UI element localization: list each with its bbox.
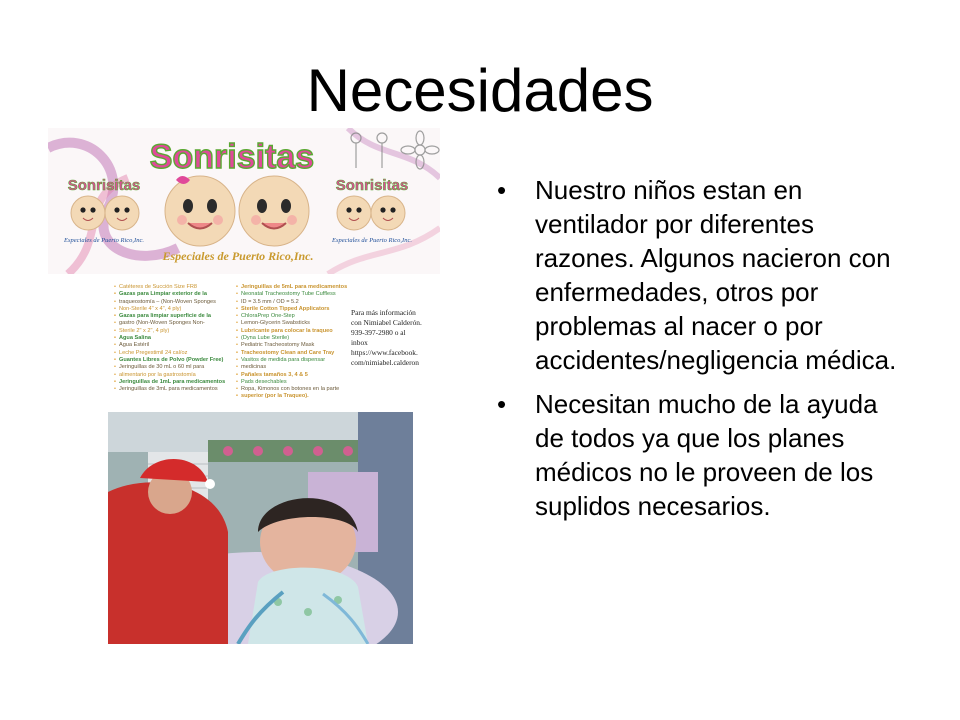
logo-brand-main: Sonrisitas — [149, 138, 315, 176]
supply-item — [236, 364, 347, 371]
supply-bullet-icon: • — [114, 349, 116, 356]
logo-tagline-main: Especiales de Puerto Rico,Inc. — [162, 249, 314, 263]
supply-bullet-icon: • — [114, 320, 116, 327]
supply-item — [114, 364, 225, 371]
supply-bullet-icon: • — [236, 320, 238, 327]
supply-item — [114, 313, 225, 320]
supply-item — [114, 357, 225, 364]
supply-item-text: traqueostomía – (Non-Woven Sponges — [118, 298, 216, 305]
supply-item-text: Gazas para Limpiar exterior de la — [118, 291, 207, 298]
supply-item-text: Neonatal Tracheostomy Tube Cuffless — [240, 291, 336, 298]
supply-item — [236, 372, 347, 379]
bullet-item — [497, 173, 897, 377]
supply-bullet-icon: • — [114, 356, 116, 363]
slide-title: Necesidades — [306, 57, 654, 124]
supply-bullet-icon: • — [114, 327, 116, 334]
supply-bullet-icon: • — [114, 313, 116, 320]
supply-bullet-icon: • — [236, 284, 238, 290]
supply-item — [236, 328, 347, 335]
supply-bullet-icon: • — [236, 371, 238, 378]
supply-item-text: Pediatric Tracheostomy Mask — [240, 342, 315, 349]
supply-item — [114, 379, 225, 386]
supply-bullet-icon: • — [236, 393, 238, 400]
supply-bullet-icon: • — [114, 284, 116, 290]
supply-list-right — [236, 284, 347, 401]
supply-item-text: Leche Pregestimil 24 cal/oz — [118, 349, 188, 356]
supply-item-text: superior (por la Traqueo). — [240, 393, 309, 400]
supply-item-text: Jeringuillas de 30 mL o 60 ml para — [118, 364, 205, 371]
supply-item-text: Lemon-Glycerin Swabsticks — [240, 320, 310, 327]
supply-item-text: Catéteres de Succión Size FR8 — [118, 284, 198, 290]
supply-bullet-icon: • — [236, 349, 238, 356]
supply-item-text: Guantes Libres de Polvo (Powder Free) — [118, 356, 224, 363]
supply-bullet-icon: • — [236, 327, 238, 334]
logo-brand-left: Sonrisitas — [67, 177, 141, 194]
supply-item — [236, 299, 347, 306]
supply-item-text: (Dyna Lube Sterile) — [240, 335, 290, 342]
contact-line: con Nimiabel Calderón. — [351, 318, 422, 327]
photo-illustration — [108, 412, 413, 644]
supply-item — [114, 386, 225, 393]
supply-item — [114, 372, 225, 379]
bullet-icon: • — [497, 389, 507, 419]
contact-line: Para más información — [351, 308, 416, 317]
supply-item — [114, 342, 225, 349]
supply-item-text: alimentario por la gastrostomía — [118, 371, 196, 378]
contact-line: inbox — [351, 338, 368, 347]
supply-item — [114, 306, 225, 313]
contact-line: https://www.facebook. — [351, 348, 418, 357]
supply-bullet-icon: • — [114, 342, 116, 349]
supply-item-text: Pañales tamaños 3, 4 & 5 — [240, 371, 308, 378]
contact-info — [351, 308, 422, 368]
supply-item — [236, 386, 347, 393]
supply-item — [236, 357, 347, 364]
photo-child-with-caregiver — [108, 412, 413, 644]
supply-item-text: ChloraPrep One-Step — [240, 313, 295, 320]
bullet-text: Necesitan mucho de la ayuda de todos ya que los planes médicos no le proveen de los suplidos necesarios. — [535, 389, 878, 521]
sonrisitas-logo — [48, 128, 440, 274]
supply-bullet-icon: • — [236, 342, 238, 349]
supply-bullet-icon: • — [236, 313, 238, 320]
supply-item-text: Jeringuillas de 3mL para medicamentos — [118, 386, 218, 393]
supply-item — [114, 320, 225, 327]
supply-item-text: Sterile Cotton Tipped Applicators — [240, 305, 330, 312]
supply-bullet-icon: • — [114, 386, 116, 393]
supply-item — [236, 393, 347, 400]
supply-item-text: ID = 3.5 mm / OD = 5.2 — [240, 298, 299, 305]
supply-item — [236, 335, 347, 342]
supply-item-text: Pads desechables — [240, 378, 287, 385]
supply-item-text: Lubricante para colocar la traqueo — [240, 327, 333, 334]
supply-item — [236, 379, 347, 386]
supply-item — [236, 320, 347, 327]
supply-item-text: Vasitos de medida para dispensar — [240, 356, 326, 363]
logo-graphic — [48, 128, 440, 274]
supply-bullet-icon: • — [236, 386, 238, 393]
supply-item — [114, 335, 225, 342]
supply-bullet-icon: • — [236, 305, 238, 312]
supply-item — [236, 284, 347, 291]
logo-tagline-left: Especiales de Puerto Rico,Inc. — [64, 237, 144, 244]
supply-item — [236, 350, 347, 357]
supply-item-text: Agua Estéril — [118, 342, 150, 349]
supply-item — [114, 350, 225, 357]
supply-item-text: Agua Salina — [118, 335, 151, 342]
supply-item — [114, 299, 225, 306]
bullet-item — [497, 387, 897, 523]
supply-bullet-icon: • — [236, 378, 238, 385]
supply-item — [114, 284, 225, 291]
supply-bullet-icon: • — [236, 364, 238, 371]
supply-item — [236, 342, 347, 349]
bullet-icon: • — [497, 175, 507, 205]
supply-bullet-icon: • — [236, 335, 238, 342]
supply-bullet-icon: • — [114, 291, 116, 298]
supply-list-flyer — [108, 278, 440, 412]
bullet-text: Nuestro niños estan en ventilador por diferentes razones. Algunos nacieron con enfermedades, otros por problemas al nacer o por accidentes/negligencia médica. — [535, 175, 897, 375]
supply-bullet-icon: • — [114, 305, 116, 312]
supply-list-left — [114, 284, 225, 393]
supply-bullet-icon: • — [114, 378, 116, 385]
logo-brand-right: Sonrisitas — [335, 177, 409, 194]
supply-bullet-icon: • — [236, 298, 238, 305]
contact-line: 939-397-2980 o al — [351, 328, 406, 337]
supply-item-text: Ropa, Kimonos con botones en la parte — [240, 386, 340, 393]
supply-item-text: Tracheostomy Clean and Care Tray — [240, 349, 335, 356]
supply-item-text: Jeringuillas de 1mL para medicamentos — [118, 378, 226, 385]
supply-item-text: Sterile 2" x 2", 4 ply) — [118, 327, 170, 334]
supply-bullet-icon: • — [236, 356, 238, 363]
supply-item — [114, 328, 225, 335]
supply-item-text: Jeringuillas de 5mL para medicamentos — [240, 284, 348, 290]
supply-item — [114, 291, 225, 298]
supply-bullet-icon: • — [236, 291, 238, 298]
supply-bullet-icon: • — [114, 335, 116, 342]
contact-line: com/nimiabel.calderon — [351, 358, 419, 367]
supply-item-text: Gazas para limpiar superficie de la — [118, 313, 211, 320]
supply-item-text: gastro (Non-Woven Sponges Non- — [118, 320, 205, 327]
supply-item — [236, 313, 347, 320]
supply-item-text: medicinas — [240, 364, 267, 371]
logo-tagline-right: Especiales de Puerto Rico,Inc. — [332, 237, 412, 244]
supply-bullet-icon: • — [114, 298, 116, 305]
supply-item — [236, 291, 347, 298]
bullet-list — [497, 173, 897, 533]
supply-bullet-icon: • — [114, 371, 116, 378]
supply-item — [236, 306, 347, 313]
supply-bullet-icon: • — [114, 364, 116, 371]
supply-item-text: Non-Sterile 4" x 4", 4 ply) — [118, 305, 182, 312]
